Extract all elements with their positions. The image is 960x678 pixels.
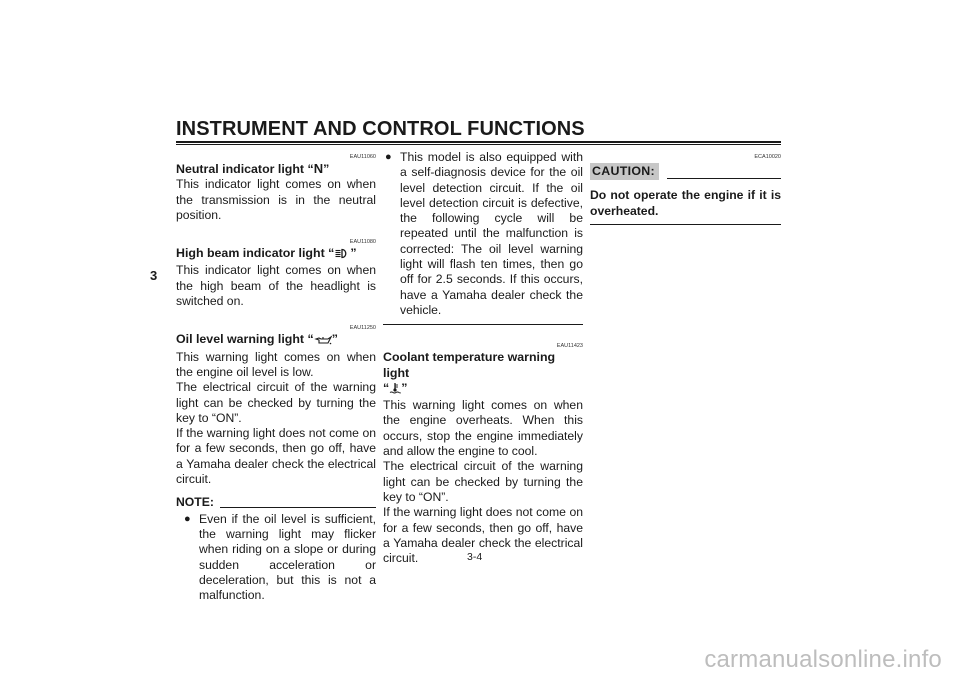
- caution-label: CAUTION:: [590, 163, 659, 180]
- oil-level-body-2: The electrical circuit of the warning light can be checked by turning the key to “ON”.: [176, 380, 376, 425]
- note-end-rule: [383, 324, 583, 325]
- caution-end-rule: [590, 224, 781, 225]
- section-code: ECA10020: [754, 154, 781, 160]
- column-2: [383, 148, 583, 566]
- section-code: EAU11250: [349, 325, 376, 332]
- coolant-temperature-heading: Coolant temperature warning light “ ”: [383, 350, 583, 398]
- neutral-indicator-body: This indicator light comes on when the transmission is in the neutral position.: [176, 177, 376, 222]
- page-title: INSTRUMENT AND CONTROL FUNCTIONS: [176, 118, 585, 140]
- section-code: EAU11080: [349, 239, 376, 246]
- high-beam-heading: High beam indicator light “ ”: [176, 246, 376, 263]
- oil-level-heading: Oil level warning light “ ”: [176, 332, 376, 349]
- note-label: NOTE:: [176, 495, 214, 510]
- column-3: [590, 148, 781, 225]
- note-bullet-text: Even if the oil level is sufficient, the warning light may flicker when riding on a slope or during sudden acceleration or deceleration, but this is not a malfunction.: [199, 511, 376, 603]
- caution-rule: [667, 178, 781, 179]
- section-code: EAU11423: [556, 343, 583, 350]
- title-rule: [176, 141, 781, 145]
- coolant-body-3: If the warning light does not come on for a few seconds, then go off, have a Yamaha dealer check the electrical circuit.: [383, 505, 583, 566]
- high-beam-body: This indicator light comes on when the high beam of the headlight is switched on.: [176, 263, 376, 309]
- note-bullet: [182, 512, 376, 604]
- note-rule: [220, 507, 376, 508]
- oil-level-body-3: If the warning light does not come on for a few seconds, then go off, have a Yamaha dealer check the electrical circuit.: [176, 426, 376, 487]
- caution-text: Do not operate the engine if it is overheated.: [590, 188, 781, 218]
- note-header: [176, 495, 376, 510]
- column-1: [176, 148, 376, 603]
- coolant-body-1: This warning light comes on when the engine overheats. When this occurs, stop the engine immediately and allow the engine to cool.: [383, 398, 583, 459]
- section-code: EAU11060: [349, 154, 376, 160]
- bullet-icon: ●: [385, 151, 392, 163]
- neutral-indicator-heading: Neutral indicator light “N”: [176, 161, 330, 176]
- bullet-icon: ●: [184, 512, 191, 525]
- caution-header: [590, 163, 781, 180]
- oil-level-body-1: This warning light comes on when the engine oil level is low.: [176, 349, 376, 379]
- coolant-temperature-icon: [389, 382, 401, 398]
- page-number: 3-4: [467, 551, 483, 563]
- coolant-body-2: The electrical circuit of the warning light can be checked by turning the key to “ON”.: [383, 459, 583, 504]
- high-beam-icon: [334, 248, 350, 263]
- note-bullet: [383, 150, 583, 318]
- oil-can-icon: [314, 334, 332, 349]
- neutral-symbol: N: [313, 161, 324, 176]
- self-diagnosis-text: This model is also equipped with a self-diagnosis device for the oil level detection circuit. If the oil level detection circuit is defective, the following cycle will be repeated until the malfunction is corrected: The oil level warning light will flash ten times, then go off for 2.5 seconds. If this occurs, have a Yamaha dealer check the vehicle.: [400, 150, 583, 317]
- watermark: carmanualsonline.info: [704, 646, 942, 673]
- chapter-tab: 3: [150, 268, 158, 283]
